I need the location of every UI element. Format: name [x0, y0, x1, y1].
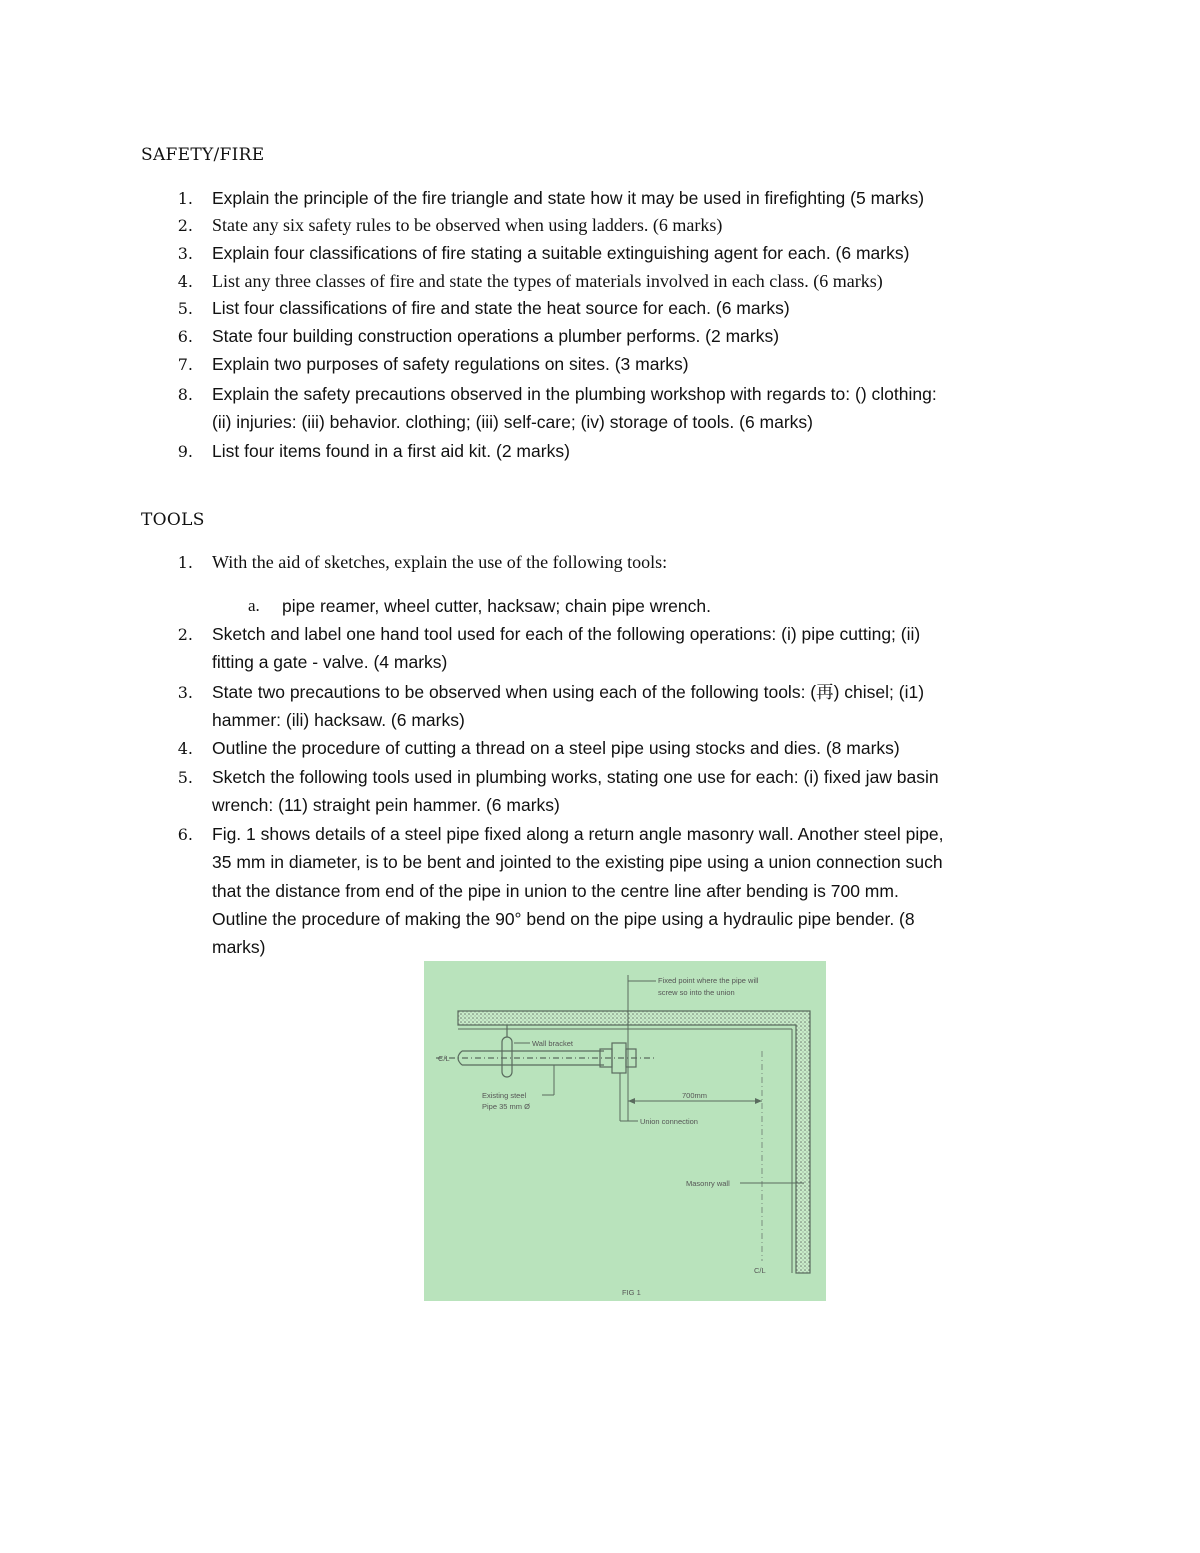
item-number: 4. [177, 272, 193, 291]
question-text: Sketch and label one hand tool used for each of the following operations: (i) pipe cutting; (ii) [212, 624, 921, 644]
question-text-continued: hammer: (ili) hacksaw. (6 marks) [212, 710, 465, 730]
label-cl-bottom: C/L [754, 1266, 766, 1275]
question-text: Explain the principle of the fire triangle and state how it may be used in firefighting (5 marks) [212, 188, 925, 208]
question-text: Sketch the following tools used in plumbing works, stating one use for each: (i) fixed jaw basin [212, 767, 939, 787]
wall-bracket-clip [502, 1037, 512, 1077]
item-number: 1. [177, 189, 193, 208]
question-text: State two precautions to be observed when using each of the following tools: (再) chisel; (i1) [212, 682, 925, 702]
item-number: 2. [177, 216, 193, 235]
item-number: 8. [177, 385, 193, 404]
sub-item-letter: a. [248, 596, 260, 615]
item-number: 9. [177, 442, 193, 461]
fig1-pipe-diagram [424, 961, 826, 1301]
section-heading-safety-fire: SAFETY/FIRE [141, 145, 265, 165]
question-text: State four building construction operations a plumber performs. (2 marks) [212, 326, 780, 346]
question-text: Explain four classifications of fire stating a suitable extinguishing agent for each. (6 marks) [212, 243, 910, 263]
item-number: 6. [177, 327, 193, 346]
question-text-continued: that the distance from end of the pipe in union to the centre line after bending is 700 mm. [212, 881, 899, 901]
question-text-continued: 35 mm in diameter, is to be bent and jointed to the existing pipe using a union connection such [212, 852, 943, 872]
question-text: Fig. 1 shows details of a steel pipe fixed along a return angle masonry wall. Another steel pipe, [212, 824, 944, 844]
masonry-wall [458, 1011, 810, 1273]
label-cl-left: C/L [438, 1054, 450, 1063]
item-number: 3. [177, 683, 193, 702]
dimension-arrow-left [628, 1098, 635, 1104]
label-caption: FIG 1 [622, 1288, 641, 1297]
question-text: Outline the procedure of cutting a thread on a steel pipe using stocks and dies. (8 marks) [212, 738, 900, 758]
item-number: 6. [177, 825, 193, 844]
section-heading-tools: TOOLS [141, 510, 205, 530]
question-text: List any three classes of fire and state the types of materials involved in each class. (6 marks) [212, 271, 883, 291]
question-text-continued: wrench: (11) straight pein hammer. (6 marks) [212, 795, 560, 815]
label-dimension: 700mm [682, 1091, 708, 1100]
question-text-continued: fitting a gate - valve. (4 marks) [212, 652, 448, 672]
fig1-drawing [424, 961, 826, 1301]
question-text-continued: Outline the procedure of making the 90° bend on the pipe using a hydraulic pipe bender. (8 [212, 909, 915, 929]
question-text: Explain two purposes of safety regulations on sites. (3 marks) [212, 354, 689, 374]
item-number: 5. [177, 768, 193, 787]
label-existing-1: Existing steel [482, 1091, 527, 1100]
question-text: List four items found in a first aid kit. (2 marks) [212, 441, 570, 461]
question-text-continued: (ii) injuries: (iii) behavior. clothing; (iii) self-care; (iv) storage of tools. (6 marks) [212, 412, 813, 432]
label-masonry: Masonry wall [686, 1179, 730, 1188]
label-wall-bracket: Wall bracket [532, 1039, 573, 1048]
sub-item-text: pipe reamer, wheel cutter, hacksaw; chain pipe wrench. [282, 596, 711, 616]
question-text: List four classifications of fire and state the heat source for each. (6 marks) [212, 298, 790, 318]
label-union: Union connection [640, 1117, 698, 1126]
question-text-continued: marks) [212, 937, 266, 957]
pipe-break [458, 1051, 462, 1065]
question-text: State any six safety rules to be observed when using ladders. (6 marks) [212, 215, 723, 235]
item-number: 7. [177, 355, 193, 374]
item-number: 2. [177, 625, 193, 644]
item-number: 1. [177, 553, 193, 572]
item-number: 5. [177, 299, 193, 318]
dimension-arrow-right [755, 1098, 762, 1104]
question-text: With the aid of sketches, explain the use of the following tools: [212, 552, 668, 572]
label-existing-2: Pipe 35 mm Ø [482, 1102, 530, 1111]
label-fixed-point-1: Fixed point where the pipe will [658, 976, 759, 985]
label-fixed-point-2: screw so into the union [658, 988, 735, 997]
item-number: 4. [177, 739, 193, 758]
item-number: 3. [177, 244, 193, 263]
question-text: Explain the safety precautions observed in the plumbing workshop with regards to: () clothing: [212, 384, 937, 404]
